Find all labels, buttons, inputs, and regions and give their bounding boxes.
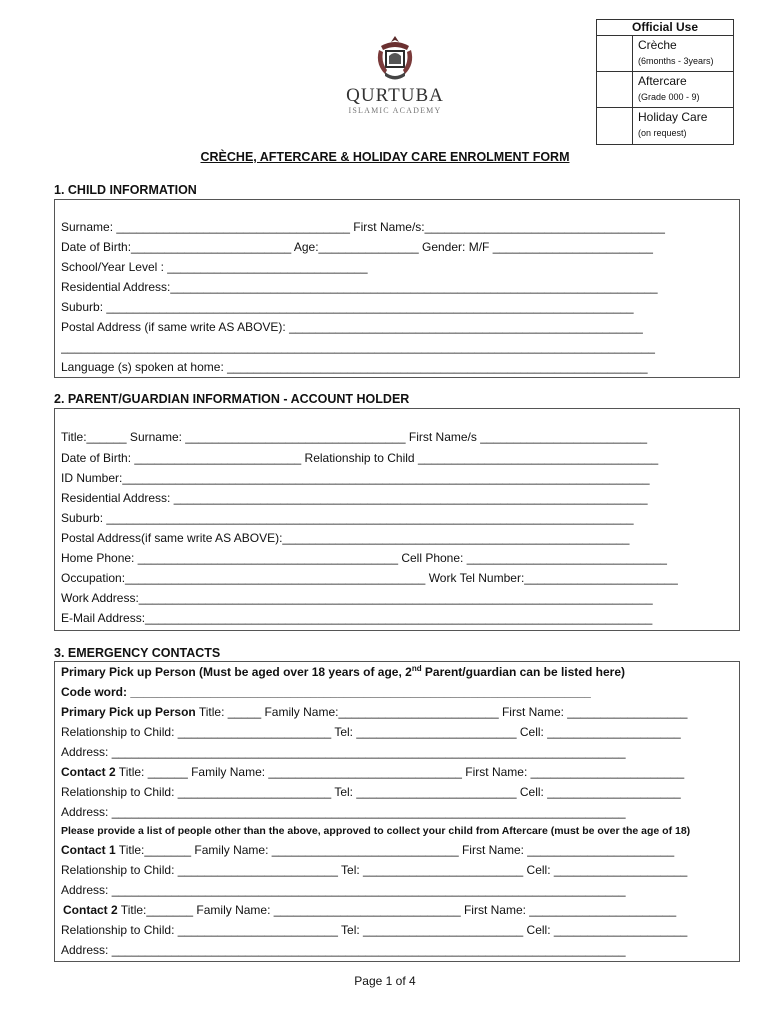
official-row-creche — [597, 36, 733, 72]
official-use-table — [596, 19, 734, 145]
contact2-relationship-line[interactable]: Relationship to Child: _______________________ Tel: ________________________ Cell: ____________________ — [61, 785, 681, 799]
parent-dob-line[interactable]: Date of Birth: _________________________ Relationship to Child ____________________________________ — [61, 451, 659, 465]
official-row-holiday — [597, 108, 733, 144]
contact1-relationship-line[interactable]: Relationship to Child: ________________________ Tel: ________________________ Cell: ____________________ — [61, 863, 688, 877]
parent-postal-line[interactable]: Postal Address(if same write AS ABOVE):____________________________________________________ — [61, 531, 630, 545]
contact2b-relationship-line[interactable]: Relationship to Child: ________________________ Tel: ________________________ Cell: ____________________ — [61, 923, 688, 937]
official-label-creche: Crèche — [638, 38, 677, 52]
official-note-aftercare: (Grade 000 - 9) — [638, 92, 700, 102]
official-checkbox-aftercare[interactable] — [597, 72, 633, 107]
crest-icon — [375, 34, 415, 84]
child-residential-line[interactable]: Residential Address:_________________________________________________________________________ — [61, 280, 658, 294]
parent-work-address-line[interactable]: Work Address:_____________________________________________________________________________ — [61, 591, 653, 605]
parent-title-line[interactable]: Title:______ Surname: _________________________________ First Name/s _________________________ — [61, 430, 648, 444]
child-language-line[interactable]: Language (s) spoken at home: _______________________________________________________________ — [61, 360, 648, 374]
contact1-address-line[interactable]: Address: _____________________________________________________________________________ — [61, 883, 626, 897]
child-surname-line[interactable]: Surname: ___________________________________ First Name/s:____________________________________ — [61, 220, 665, 234]
child-dob-line[interactable]: Date of Birth:________________________ Age:_______________ Gender: M/F ________________________ — [61, 240, 653, 254]
school-logo — [340, 34, 450, 115]
official-label-aftercare: Aftercare — [638, 74, 687, 88]
official-checkbox-creche[interactable] — [597, 36, 633, 71]
primary-pickup-note: Primary Pick up Person (Must be aged over 18 years of age, 2nd Parent/guardian can be listed here) — [61, 664, 625, 679]
parent-residential-line[interactable]: Residential Address: _______________________________________________________________________ — [61, 491, 648, 505]
official-row-aftercare — [597, 72, 733, 108]
parent-id-line[interactable]: ID Number:_______________________________________________________________________________ — [61, 471, 650, 485]
official-note-holiday: (on request) — [638, 128, 687, 138]
official-use-title: Official Use — [597, 20, 733, 36]
child-school-line[interactable]: School/Year Level : ______________________________ — [61, 260, 368, 274]
section-parent-heading: 2. PARENT/GUARDIAN INFORMATION - ACCOUNT HOLDER — [54, 392, 410, 406]
parent-suburb-line[interactable]: Suburb: _______________________________________________________________________________ — [61, 511, 634, 525]
child-postal-line-2[interactable]: _________________________________________________________________________________________ — [61, 340, 655, 354]
section-emergency-heading: 3. EMERGENCY CONTACTS — [54, 646, 221, 660]
parent-occupation-line[interactable]: Occupation:_____________________________________________ Work Tel Number:_______________________ — [61, 571, 678, 585]
official-note-creche: (6months - 3years) — [638, 56, 714, 66]
code-word-line[interactable]: Code word: _____________________________________________________________________ — [61, 685, 591, 699]
approved-list-note: Please provide a list of people other than the above, approved to collect your child from Aftercare (must be over the age of 18) — [61, 825, 691, 837]
child-postal-line[interactable]: Postal Address (if same write AS ABOVE): _____________________________________________________ — [61, 320, 643, 334]
logo-name: QURTUBA — [346, 85, 444, 106]
page-number: Page 1 of 4 — [354, 974, 416, 988]
official-label-holiday: Holiday Care — [638, 110, 708, 124]
primary-relationship-line[interactable]: Relationship to Child: _______________________ Tel: ________________________ Cell: ____________________ — [61, 725, 681, 739]
primary-address-line[interactable]: Address: _____________________________________________________________________________ — [61, 745, 626, 759]
primary-pickup-line[interactable]: Primary Pick up Person Title: _____ Family Name:________________________ First Name: __________________ — [61, 705, 688, 719]
parent-phone-line[interactable]: Home Phone: _______________________________________ Cell Phone: ______________________________ — [61, 551, 667, 565]
parent-email-line[interactable]: E-Mail Address:____________________________________________________________________________ — [61, 611, 653, 625]
contact2-line[interactable]: Contact 2 Title: ______ Family Name: _____________________________ First Name: _______________________ — [61, 765, 685, 779]
logo-subtitle: ISLAMIC ACADEMY — [348, 106, 442, 115]
section-child-heading: 1. CHILD INFORMATION — [54, 183, 197, 197]
child-suburb-line[interactable]: Suburb: _______________________________________________________________________________ — [61, 300, 634, 314]
form-title: CRÈCHE, AFTERCARE & HOLIDAY CARE ENROLMENT FORM — [200, 150, 570, 164]
contact2b-line[interactable]: Contact 2 Title:_______ Family Name: ____________________________ First Name: ______________________ — [63, 903, 677, 917]
contact2-address-line[interactable]: Address: _____________________________________________________________________________ — [61, 805, 626, 819]
official-checkbox-holiday[interactable] — [597, 108, 633, 144]
contact1-line[interactable]: Contact 1 Title:_______ Family Name: ____________________________ First Name: ______________________ — [61, 843, 675, 857]
contact2b-address-line[interactable]: Address: _____________________________________________________________________________ — [61, 943, 626, 957]
